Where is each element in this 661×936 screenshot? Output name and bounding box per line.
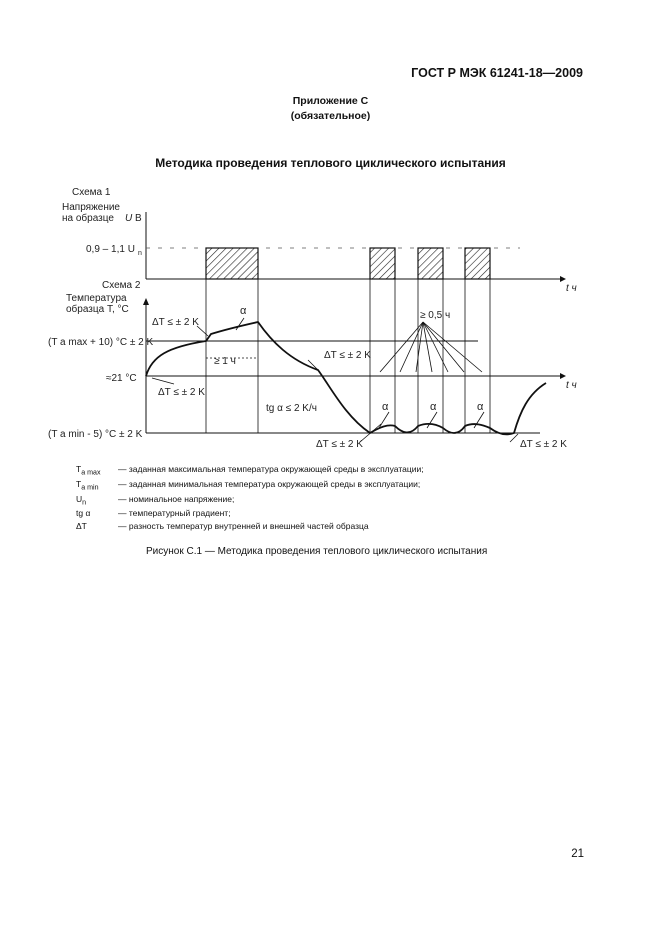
delta-t-label-1: ΔT ≤ ± 2 K	[152, 317, 199, 328]
legend-symbol: ΔT	[76, 521, 87, 531]
voltage-pulse-1	[206, 248, 258, 279]
time-axis-1-arrow	[560, 276, 566, 282]
voltage-pulse-3	[418, 248, 443, 279]
standard-number: ГОСТ Р МЭК 61241-18—2009	[411, 66, 583, 80]
tmax-level-label: (T a max + 10) °C ± 2 K	[48, 337, 154, 348]
legend-description: — заданная максимальная температура окружающей среды в эксплуатации;	[118, 464, 424, 474]
voltage-label-line-1: Напряжение	[62, 202, 120, 213]
time-axis-1-label: t ч	[566, 283, 577, 294]
legend-symbol: U	[76, 494, 83, 504]
voltage-pulse-4	[465, 248, 490, 279]
one-hour-label: ≥ 1 ч	[214, 356, 236, 367]
legend-item	[76, 494, 234, 508]
alpha-label-4: α	[477, 401, 484, 413]
page-number: 21	[571, 848, 584, 860]
temperature-label-line-1: Температура	[66, 293, 127, 304]
voltage-unit: В	[135, 213, 142, 224]
voltage-level-label: 0,9 – 1,1 U	[86, 244, 135, 255]
legend-subscript: n	[82, 498, 87, 507]
time-axis-2-arrow	[560, 373, 566, 379]
delta-t-label-4: ΔT ≤ ± 2 K	[316, 439, 363, 450]
alpha-label-3: α	[430, 401, 437, 413]
delta-t-label-2: ΔT ≤ ± 2 K	[324, 350, 371, 361]
gradient-label: tg α ≤ 2 K/ч	[266, 403, 317, 414]
half-hour-label: ≥ 0,5 ч	[420, 310, 451, 321]
tmin-level-label: (T a min - 5) °C ± 2 K	[48, 429, 143, 440]
voltage-symbol: U	[125, 213, 133, 224]
appendix-label: Приложение С	[292, 95, 369, 107]
voltage-pulse-2	[370, 248, 395, 279]
alpha-label-2: α	[382, 401, 389, 413]
voltage-level-subscript: n	[138, 250, 142, 257]
legend-subscript: a max	[81, 468, 101, 477]
temperature-axis-arrow	[143, 298, 149, 305]
legend-symbol: T	[76, 479, 82, 489]
delta-t-label-3: ΔT ≤ ± 2 K	[158, 387, 205, 398]
legend-description: — температурный градиент;	[118, 508, 231, 518]
delta-t-label-5: ΔT ≤ ± 2 K	[520, 439, 567, 450]
legend-item	[76, 521, 369, 531]
legend-symbol: T	[76, 464, 82, 474]
voltage-label-line-2: на образце	[62, 213, 114, 224]
legend-description: — разность температур внутренней и внешней частей образца	[118, 521, 369, 531]
time-axis-2-label: t ч	[566, 380, 577, 391]
temperature-label-line-2: образца T, °C	[66, 304, 129, 315]
legend-description: — номинальное напряжение;	[118, 494, 235, 504]
legend-item	[76, 479, 420, 493]
appendix-status: (обязательное)	[290, 110, 371, 122]
legend-item	[76, 464, 424, 478]
ambient-level-label: ≈21 °C	[106, 373, 137, 384]
scheme-1-label: Схема 1	[72, 187, 111, 198]
delta-t-pointers	[152, 326, 518, 442]
figure-title: Методика проведения теплового циклического испытания	[155, 156, 506, 170]
alpha-label-1: α	[240, 305, 247, 317]
legend-symbol: tg α	[76, 508, 91, 518]
legend-subscript: a min	[81, 483, 99, 492]
figure-caption: Рисунок С.1 — Методика проведения теплового циклического испытания	[146, 546, 488, 557]
legend-description: — заданная минимальная температура окружающей среды в эксплуатации;	[118, 479, 421, 489]
scheme-2-label: Схема 2	[102, 280, 141, 291]
legend-item	[76, 508, 231, 518]
